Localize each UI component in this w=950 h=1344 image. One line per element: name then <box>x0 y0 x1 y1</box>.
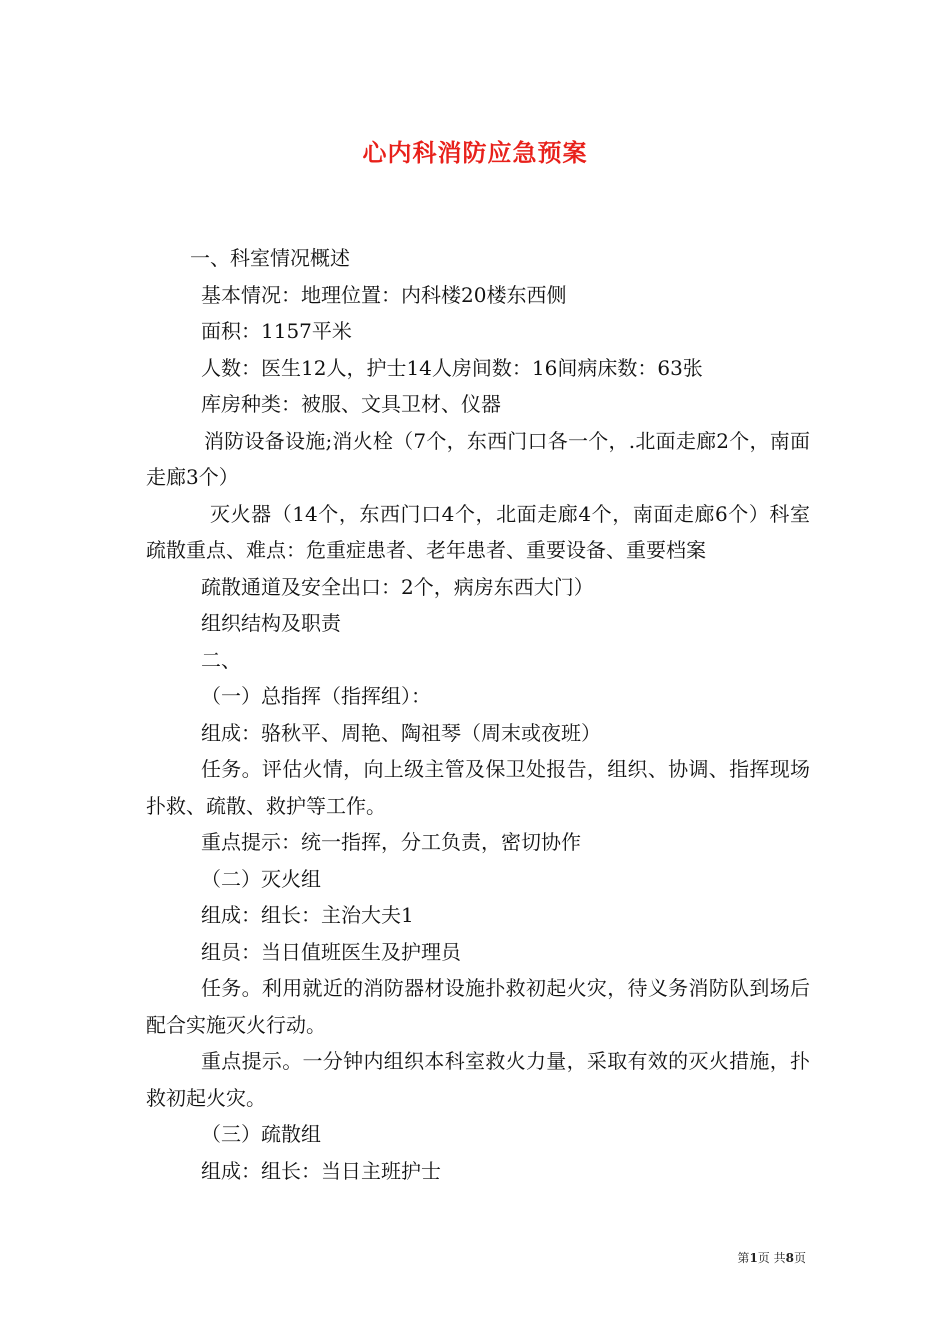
subheading-command: （一）总指挥（指挥组）： <box>201 684 431 708</box>
paragraph-firefighting-notes: 重点提示。一分钟内组织本科室救火力量，采取有效的灭火措施，扑救初起火灾。 <box>146 1049 810 1110</box>
paragraph-staff-count: 人数：医生12人，护士14人房间数：16间病床数：63张 <box>201 355 703 380</box>
paragraph-firefighting-leader: 组成：组长：主治大夫1 <box>201 903 414 927</box>
paragraph-area: 面积：1157平米 <box>201 319 352 343</box>
page-number-middle: 页 共 <box>757 1251 786 1265</box>
section-heading-2: 二、 <box>201 647 241 672</box>
paragraph-command-notes: 重点提示：统一指挥，分工负责，密切协作 <box>201 830 581 854</box>
paragraph-command-members: 组成：骆秋平、周艳、陶祖琴（周末或夜班） <box>201 720 601 745</box>
paragraph-command-tasks: 任务。评估火情，向上级主管及保卫处报告，组织、协调、指挥现场扑救、疏散、救护等工作。 <box>146 757 810 818</box>
paragraph-evacuation-leader: 组成：组长：当日主班护士 <box>201 1158 441 1183</box>
page-number-suffix: 页 <box>793 1251 806 1265</box>
paragraph-exits: 疏散通道及安全出口：2个，病房东西大门） <box>201 574 594 599</box>
paragraph-org-structure: 组织结构及职责 <box>201 611 341 635</box>
page-title: 心内科消防应急预案 <box>362 138 588 167</box>
paragraph-firefighting-tasks: 任务。利用就近的消防器材设施扑救初起火灾，待义务消防队到场后配合实施灭火行动。 <box>146 976 810 1037</box>
page-number-prefix: 第 <box>737 1251 750 1265</box>
paragraph-extinguishers: 灭火器（14个，东西门口4个，北面走廊4个，南面走廊6个）科室疏散重点、难点：危重症患者、老年患者、重要设备、重要档案 <box>146 501 810 562</box>
total-pages: 8 <box>785 1251 794 1265</box>
paragraph-storage: 库房种类：被服、文具卫材、仪器 <box>201 392 501 416</box>
document-body <box>146 240 810 1189</box>
current-page: 1 <box>749 1251 758 1265</box>
paragraph-basic-info: 基本情况：地理位置：内科楼20楼东西侧 <box>201 282 567 307</box>
subheading-evacuation: （三）疏散组 <box>201 1122 321 1146</box>
section-heading-1: 一、科室情况概述 <box>190 246 350 270</box>
paragraph-firefighting-members: 组员：当日值班医生及护理员 <box>201 939 461 964</box>
subheading-firefighting: （二）灭火组 <box>201 866 321 891</box>
paragraph-fire-hydrants: 消防设备设施;消火栓（7个，东西门口各一个，.北面走廊2个，南面走廊3个） <box>146 428 810 489</box>
page-number <box>737 1249 806 1266</box>
